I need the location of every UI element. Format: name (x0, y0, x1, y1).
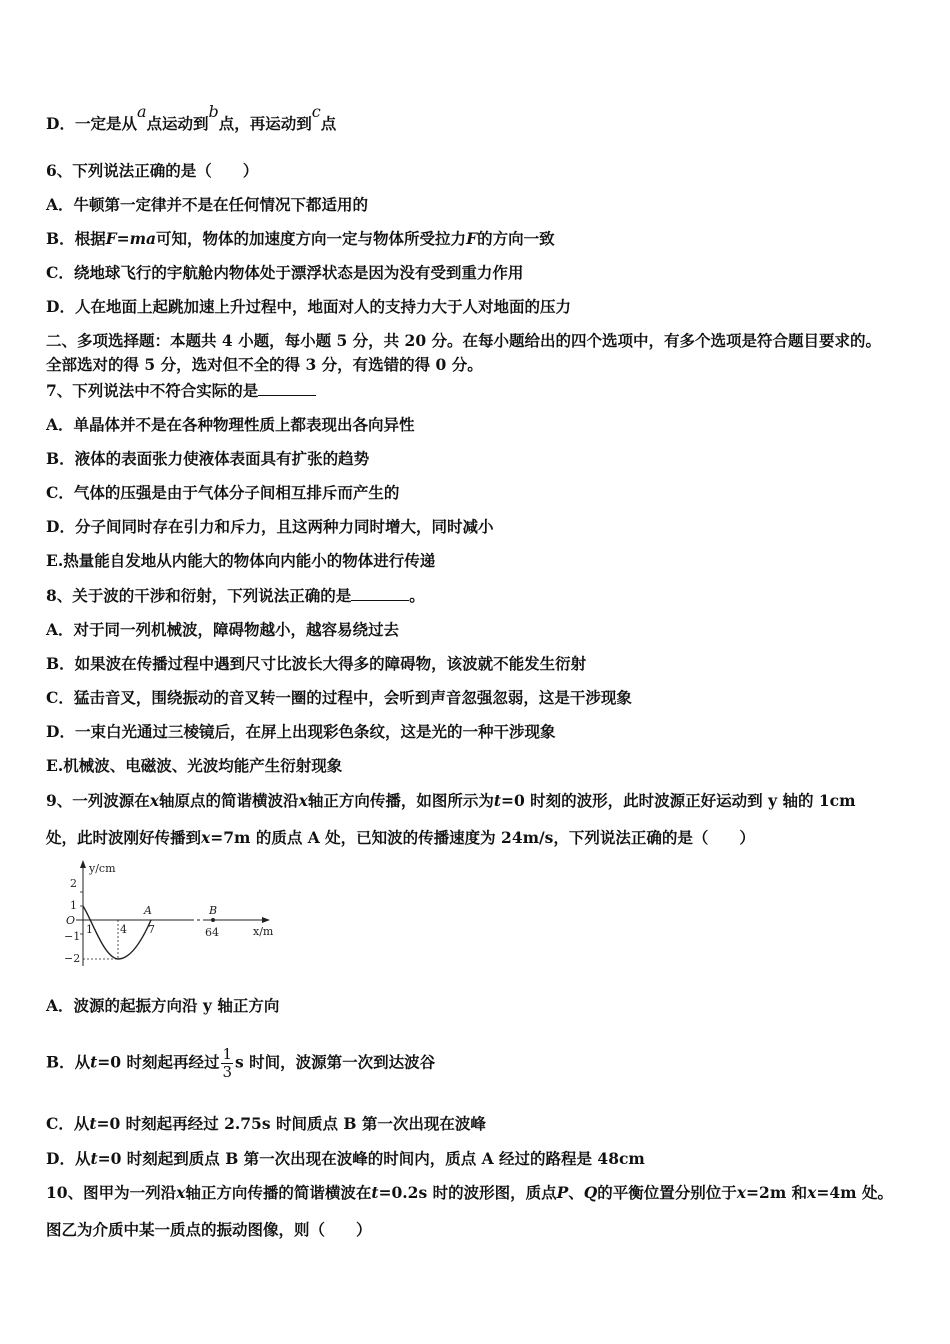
y-tick-2: 2 (70, 877, 77, 890)
x-axis-label: x/m (253, 925, 274, 938)
var-b: b (208, 102, 219, 121)
q7-option-b: B．液体的表面张力使液体表面具有扩张的趋势 (46, 449, 370, 468)
answer-blank (258, 381, 316, 396)
point-a-label: A (144, 904, 152, 917)
q8-stem: 8、关于波的干涉和衍射，下列说法正确的是 。 (46, 586, 425, 605)
point-b-dot (211, 918, 215, 922)
y-axis-arrow (80, 860, 86, 868)
x-tick-4: 4 (120, 923, 127, 936)
q9-option-b: B．从t=0 时刻起再经过 $\frac{1}{3}$ s 时间，波源第一次到达波谷 (46, 1045, 436, 1081)
var-c: c (311, 102, 321, 121)
q7-option-a: A．单晶体并不是在各种物理性质上都表现出各向异性 (46, 415, 415, 434)
q10-stem-line1: 10、图甲为一列沿x轴正方向传播的简谐横波在t=0.2s 时的波形图，质点P、Q的平衡位置分别位于x=2m 和x=4m 处。 (46, 1183, 893, 1202)
section2-line1: 二、多项选择题：本题共 4 小题，每小题 5 分，共 20 分。在每小题给出的四个选项中，有多个选项是符合题目要求的。 (46, 331, 882, 350)
point-b-x-label: 64 (205, 926, 219, 939)
q7-stem: 7、下列说法中不符合实际的是 (46, 381, 316, 401)
var-a: a (136, 102, 147, 121)
q7-option-c: C．气体的压强是由于气体分子间相互排斥而产生的 (46, 483, 400, 502)
q9-stem-line1: 9、一列波源在x轴原点的简谐横波沿x轴正方向传播，如图所示为t=0 时刻的波形，此时波源正好运动到 y 轴的 1cm (46, 791, 856, 810)
q9-option-a: A．波源的起振方向沿 y 轴正方向 (46, 996, 280, 1015)
q6-stem: 6、下列说法正确的是（ ） (46, 161, 259, 180)
q6-option-d: D．人在地面上起跳加速上升过程中，地面对人的支持力大于人对地面的压力 (46, 297, 571, 316)
q6-option-b: B．根据F=ma可知，物体的加速度方向一定与物体所受拉力F的方向一致 (46, 229, 555, 248)
point-b-label: B (209, 904, 218, 917)
q9-option-c: C．从t=0 时刻起再经过 2.75s 时间质点 B 第一次出现在波峰 (46, 1114, 486, 1133)
answer-blank (351, 586, 409, 601)
q9-option-d: D．从t=0 时刻起到质点 B 第一次出现在波峰的时间内，质点 A 经过的路程是 48cm (46, 1149, 645, 1168)
q6-option-c: C．绕地球飞行的宇航舱内物体处于漂浮状态是因为没有受到重力作用 (46, 263, 524, 282)
section2-line2: 全部选对的得 5 分，选对但不全的得 3 分，有选错的得 0 分。 (46, 355, 483, 374)
q8-option-b: B．如果波在传播过程中遇到尺寸比波长大得多的障碍物，该波就不能发生衍射 (46, 654, 587, 673)
q8-option-e: E.机械波、电磁波、光波均能产生衍射现象 (46, 756, 343, 775)
y-tick-1: 1 (70, 899, 77, 912)
x-tick-1: 1 (86, 923, 93, 936)
formula: F=ma (105, 229, 157, 248)
y-tick-neg2: −2 (64, 952, 81, 965)
q8-option-d: D．一束白光通过三棱镜后，在屏上出现彩色条纹，这是光的一种干涉现象 (46, 722, 556, 741)
y-tick-neg1: −1 (64, 930, 81, 943)
q8-option-c: C．猛击音叉，围绕振动的音叉转一圈的过程中，会听到声音忽强忽弱，这是干涉现象 (46, 688, 632, 707)
y-axis-label: y/cm (89, 862, 116, 875)
q7-option-e: E.热量能自发地从内能大的物体向内能小的物体进行传递 (46, 551, 436, 570)
q7-option-d: D．分子间同时存在引力和斥力，且这两种力同时增大，同时减小 (46, 517, 494, 536)
wave-curve (83, 906, 151, 959)
q8-option-a: A．对于同一列机械波，障碍物越小，越容易绕过去 (46, 620, 400, 639)
q10-stem-line2: 图乙为介质中某一质点的振动图像，则（ ） (46, 1220, 372, 1239)
q6-option-a: A．牛顿第一定律并不是在任何情况下都适用的 (46, 195, 369, 214)
x-tick-7: 7 (148, 923, 155, 936)
fraction-one-third: $\frac{1}{3}$ (222, 1045, 232, 1081)
x-axis-arrow (262, 917, 270, 923)
q9-stem-line2: 处，此时波刚好传播到x=7m 的质点 A 处，已知波的传播速度为 24m/s，下列说法正确的是（ ） (46, 828, 755, 847)
origin-label: O (66, 914, 76, 927)
wave-figure (56, 858, 296, 976)
q5-option-d: D．一定是从a点运动到b点，再运动到c点 (46, 102, 337, 133)
